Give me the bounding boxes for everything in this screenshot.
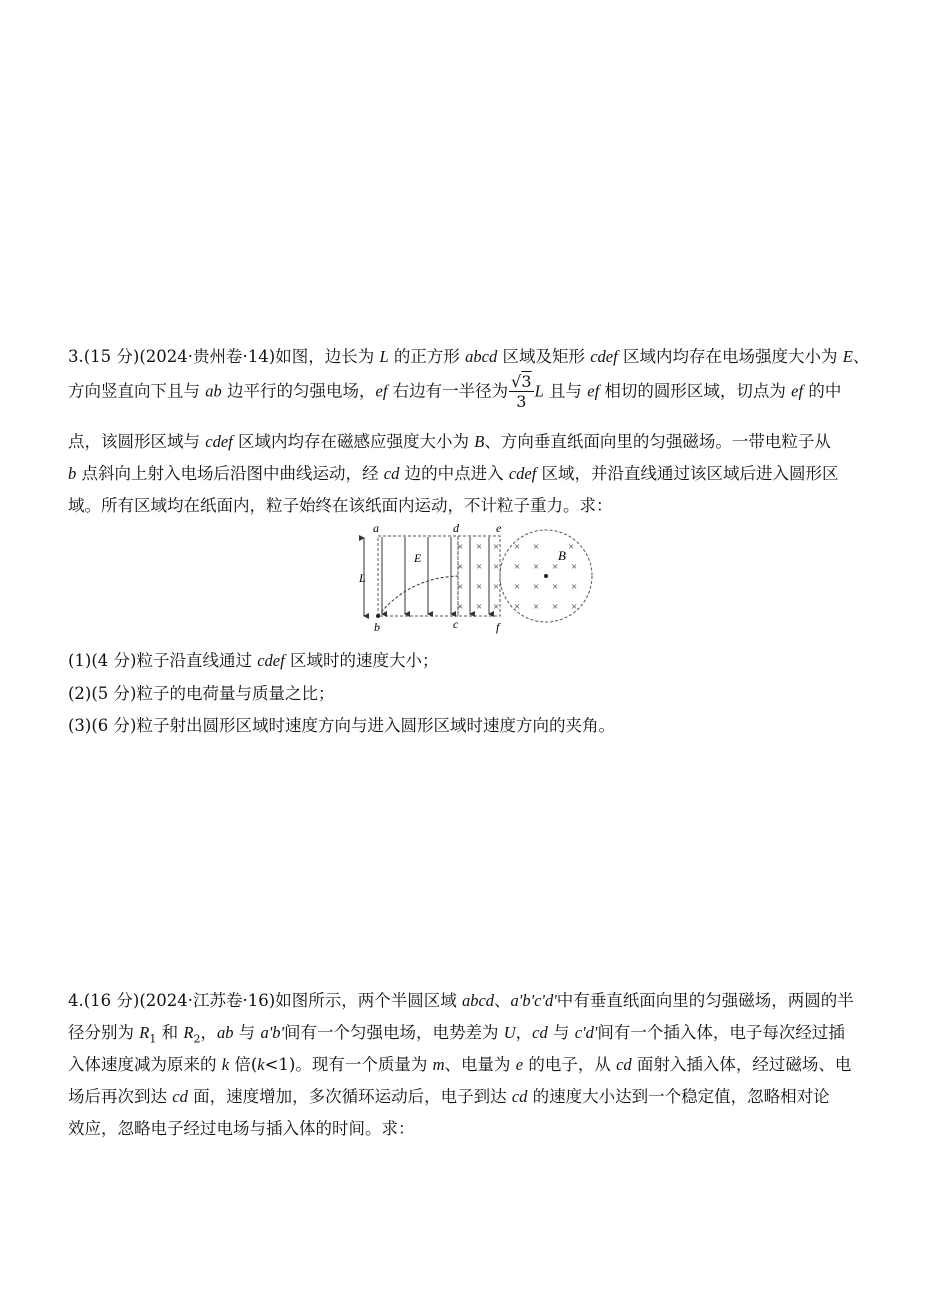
svg-text:×: × [568,541,575,553]
svg-text:×: × [533,601,540,613]
svg-text:×: × [476,601,483,613]
svg-text:×: × [476,541,483,553]
label-d: d [453,521,459,535]
circle-center [544,574,548,578]
label-B: B [558,548,566,563]
field-diagram [352,520,602,638]
label-E: E [414,551,422,565]
svg-text:×: × [457,601,464,613]
svg-text:×: × [514,581,521,593]
svg-text:×: × [514,561,521,573]
magnetic-crosses-rect [457,541,499,613]
q4-line-1: 4.(16 分)(2024·江苏卷·16)如图所示，两个半圆区域 abcd、a'b'c'd'中有垂直纸面向里的匀强磁场，两圆的半 [68,991,854,1010]
svg-text:×: × [552,561,559,573]
svg-text:×: × [493,601,500,613]
svg-text:×: × [533,541,540,553]
svg-text:×: × [493,561,500,573]
svg-text:×: × [457,561,464,573]
svg-text:×: × [493,581,500,593]
q4-line-4: 场后再次到达 cd 面，速度增加，多次循环运动后，电子到达 cd 的速度大小达到一个稳定值，忽略相对论 [68,1087,830,1106]
svg-text:×: × [552,601,559,613]
svg-text:×: × [514,541,521,553]
electric-field-lines [382,537,489,614]
svg-text:×: × [571,561,578,573]
q3-line-2: 方向竖直向下且与 ab 边平行的匀强电场，ef 右边有一半径为 $\frac{√3}{3}$ L 且与 ef 相切的圆形区域，切点为 ef 的中 [68,372,842,411]
label-e: e [496,521,502,535]
label-b: b [374,620,380,634]
q3-line-4: b 点斜向上射入电场后沿图中曲线运动，经 cd 边的中点进入 cdef 区域，并沿直线通过该区域后进入圆形区 [68,464,839,483]
radius-fraction: $\frac{√3}{3}$ [511,372,532,411]
label-L: L [359,571,366,585]
q3-sub-2: (2)(5 分)粒子的电荷量与质量之比； [68,684,335,703]
q3-line-3: 点，该圆形区域与 cdef 区域内均存在磁感应强度大小为 B、方向垂直纸面向里的匀强磁场。一带电粒子从 [68,432,831,451]
q3-line-5: 域。所有区域均在纸面内，粒子始终在该纸面内运动，不计粒子重力。求： [68,496,613,515]
square-abcd [378,536,458,616]
svg-text:×: × [476,561,483,573]
svg-text:×: × [571,581,578,593]
svg-text:×: × [493,541,500,553]
q4-line-2: 径分别为 $R_1$ 和 $R_2$，ab 与 a'b'间有一个匀强电场，电势差为 U，cd 与 c'd'间有一个插入体，电子每次经过插 [68,1023,845,1046]
label-a: a [373,521,379,535]
q3-sub-3: (3)(6 分)粒子射出圆形区域时速度方向与进入圆形区域时速度方向的夹角。 [68,716,615,735]
svg-text:×: × [457,541,464,553]
label-f: f [496,620,500,634]
svg-text:×: × [533,561,540,573]
point-b [376,614,380,618]
q4-line-5: 效应，忽略电子经过电场与插入体的时间。求： [68,1119,415,1138]
q3-sub-1: (1)(4 分)粒子沿直线通过 cdef 区域时的速度大小； [68,651,439,670]
svg-text:×: × [457,581,464,593]
label-c: c [453,617,459,631]
svg-text:×: × [476,581,483,593]
q3-line-1: 3.(15 分)(2024·贵州卷·14)如图，边长为 L 的正方形 abcd 区域及矩形 cdef 区域内均存在电场强度大小为 E、 [68,347,870,366]
svg-text:×: × [514,601,521,613]
particle-trajectory [378,576,458,616]
svg-text:×: × [571,601,578,613]
svg-text:×: × [552,581,559,593]
q4-line-3: 入体速度减为原来的 k 倍(k<1)。现有一个质量为 m、电量为 e 的电子，从 cd 面射入插入体，经过磁场、电 [68,1055,852,1074]
svg-text:×: × [533,581,540,593]
